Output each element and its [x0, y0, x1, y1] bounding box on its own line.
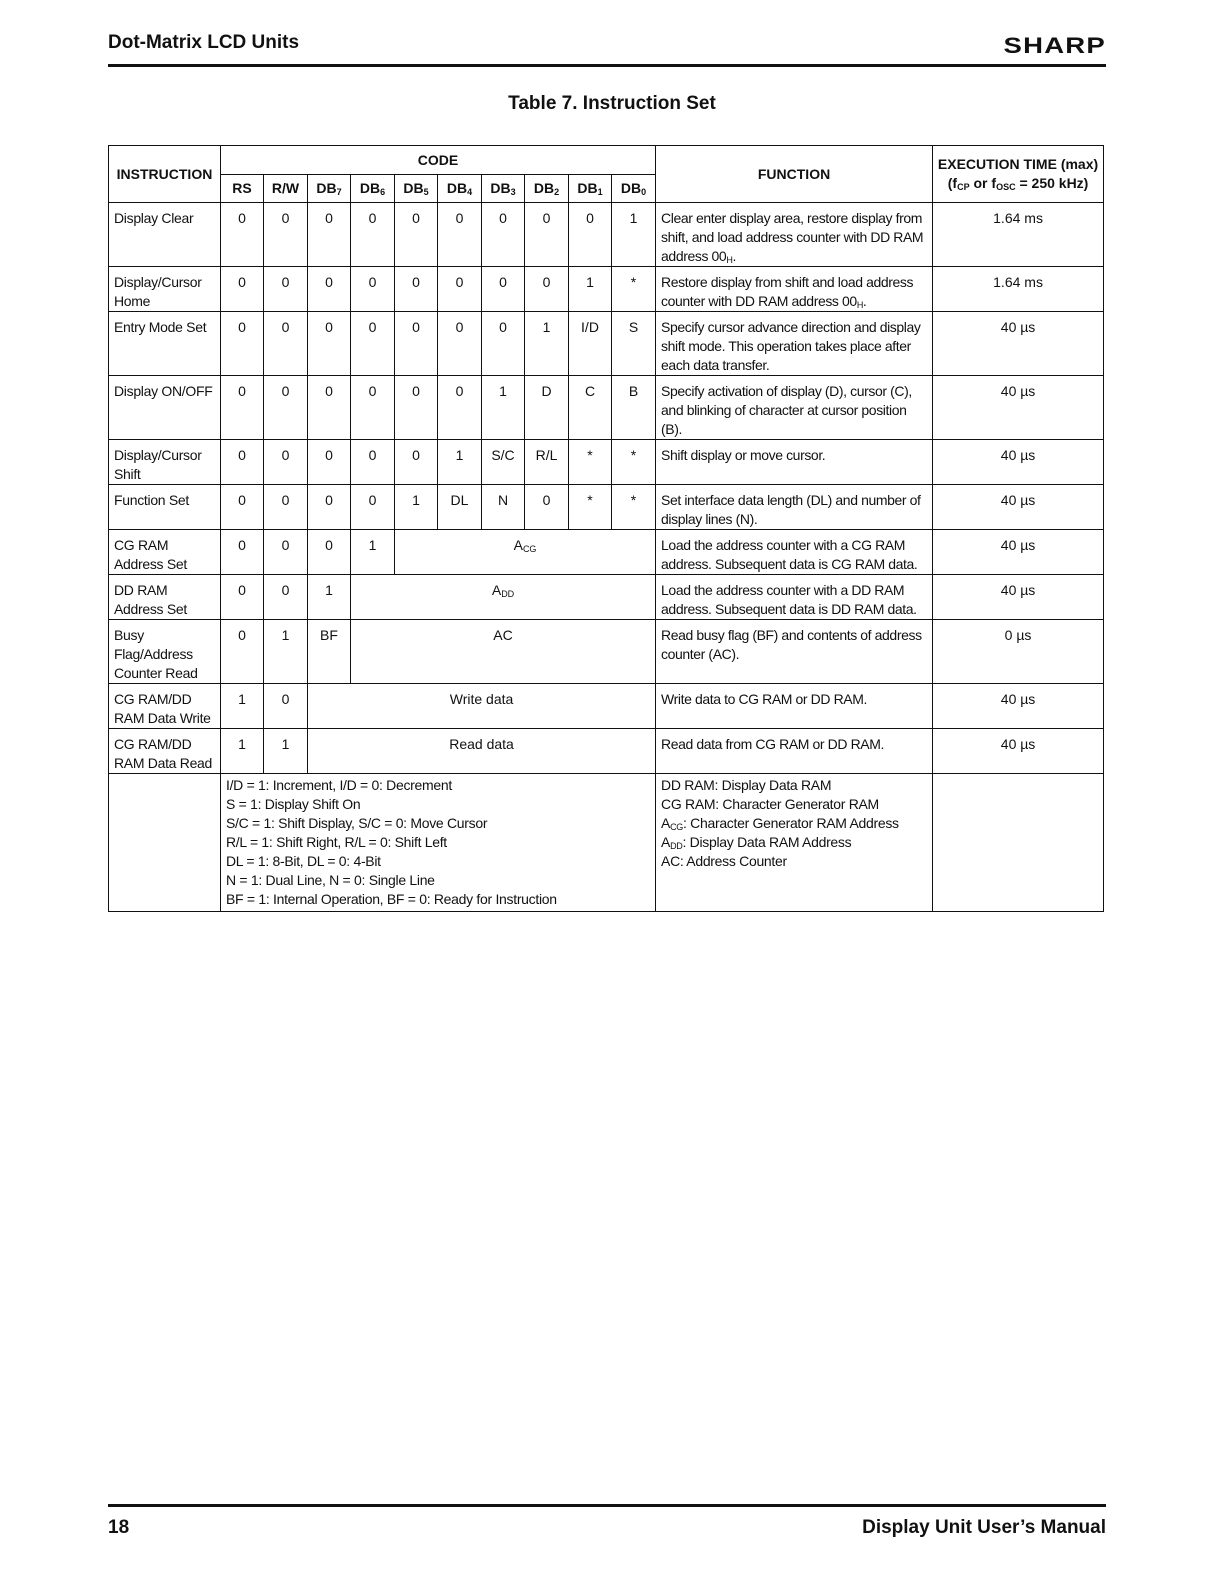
- instruction-name: CG RAM/DD RAM Data Write: [109, 684, 221, 729]
- code-value: 0: [308, 376, 351, 440]
- code-value: 0: [351, 440, 395, 485]
- code-value: 0: [221, 376, 264, 440]
- instruction-set-table: [108, 145, 1104, 912]
- code-col-header: $DB_7$: [308, 175, 351, 203]
- code-value: 0: [264, 485, 308, 530]
- execution-time: 40 µs: [933, 530, 1104, 575]
- abbreviation-line: $A_{CG}$: Character Generator RAM Address: [661, 815, 899, 832]
- code-value: 0: [308, 485, 351, 530]
- code-value: 1: [395, 485, 438, 530]
- code-value: 1: [264, 729, 308, 774]
- code-value: 0: [264, 575, 308, 620]
- code-value: 0: [221, 620, 264, 684]
- header-title: Dot-Matrix LCD Units: [108, 32, 300, 53]
- code-value: BF: [308, 620, 351, 684]
- code-value: 0: [264, 684, 308, 729]
- code-value: 1: [221, 729, 264, 774]
- code-col-header: $DB_1$: [569, 175, 612, 203]
- code-value: 0: [264, 203, 308, 267]
- function-description: Write data to CG RAM or DD RAM.: [656, 684, 933, 729]
- page-header: [108, 30, 1106, 67]
- code-value: 1: [351, 530, 395, 575]
- abbreviation-line: $A_{DD}$: Display Data RAM Address: [661, 834, 852, 851]
- code-value: DL: [438, 485, 482, 530]
- execution-time: 1.64 ms: [933, 267, 1104, 312]
- function-description: Load the address counter with a DD RAM address. Subsequent data is DD RAM data.: [656, 575, 933, 620]
- code-value: *: [569, 485, 612, 530]
- instruction-name: Busy Flag/Address Counter Read: [109, 620, 221, 684]
- abbreviation-line: DD RAM: Display Data RAM: [661, 777, 832, 793]
- table-row: [109, 203, 1104, 267]
- execution-time: 40 µs: [933, 376, 1104, 440]
- function-description: Read busy flag (BF) and contents of address counter (AC).: [656, 620, 933, 684]
- manual-title: Display Unit User’s Manual: [862, 1517, 1106, 1538]
- table-row: [109, 376, 1104, 440]
- code-value: 0: [221, 485, 264, 530]
- code-value: 0: [308, 312, 351, 376]
- function-description: Shift display or move cursor.: [656, 440, 933, 485]
- code-value: 0: [395, 376, 438, 440]
- code-value: 0: [351, 312, 395, 376]
- code-value: 0: [264, 440, 308, 485]
- code-col-header: RS: [221, 175, 264, 203]
- code-value: 0: [395, 267, 438, 312]
- table-row: [109, 729, 1104, 774]
- code-value: 0: [438, 203, 482, 267]
- code-value: 0: [525, 485, 569, 530]
- execution-time: 40 µs: [933, 575, 1104, 620]
- code-value: 1: [612, 203, 656, 267]
- code-value: 0: [482, 267, 525, 312]
- code-value: 0: [395, 203, 438, 267]
- execution-time: 40 µs: [933, 729, 1104, 774]
- code-col-header: $DB_6$: [351, 175, 395, 203]
- instruction-name: Display ON/OFF: [109, 376, 221, 440]
- code-value: 0: [525, 267, 569, 312]
- code-value: 0: [438, 267, 482, 312]
- code-span-value: Write data: [308, 684, 656, 729]
- code-value: 0: [351, 203, 395, 267]
- instruction-name: Display Clear: [109, 203, 221, 267]
- code-value: 1: [221, 684, 264, 729]
- legend-line: S = 1: Display Shift On: [226, 796, 361, 812]
- legend-line: BF = 1: Internal Operation, BF = 0: Ready for Instruction: [226, 891, 557, 907]
- execution-time: 40 µs: [933, 312, 1104, 376]
- code-value: 0: [525, 203, 569, 267]
- abbreviation-line: AC: Address Counter: [661, 853, 787, 869]
- legend-line: S/C = 1: Shift Display, S/C = 0: Move Cursor: [226, 815, 488, 831]
- code-col-header: $DB_3$: [482, 175, 525, 203]
- instruction-name: CG RAM Address Set: [109, 530, 221, 575]
- function-description: Specify activation of display (D), cursor (C), and blinking of character at cursor position (B).: [656, 376, 933, 440]
- code-value: 0: [264, 312, 308, 376]
- exec-time-line1: EXECUTION TIME (max): [937, 156, 1099, 172]
- function-description: Restore display from shift and load address counter with DD RAM address $00_H$.: [656, 267, 933, 312]
- code-col-header: $DB_4$: [438, 175, 482, 203]
- execution-time-header: [933, 146, 1104, 203]
- code-value: 0: [308, 267, 351, 312]
- code-value: 0: [221, 440, 264, 485]
- code-value: 0: [221, 267, 264, 312]
- instruction-name: DD RAM Address Set: [109, 575, 221, 620]
- legend-line: I/D = 1: Increment, I/D = 0: Decrement: [226, 777, 452, 793]
- instruction-header: INSTRUCTION: [109, 146, 221, 203]
- code-value: R/L: [525, 440, 569, 485]
- code-value: *: [612, 267, 656, 312]
- function-header: FUNCTION: [656, 146, 933, 203]
- code-value: 0: [438, 312, 482, 376]
- table-row: [109, 530, 1104, 575]
- table-row: [109, 684, 1104, 729]
- page-number: 18: [108, 1517, 130, 1538]
- notes-empty-cell: [109, 774, 221, 912]
- code-value: *: [612, 440, 656, 485]
- code-value: N: [482, 485, 525, 530]
- instruction-name: Display/Cursor Home: [109, 267, 221, 312]
- table-row: [109, 312, 1104, 376]
- instruction-name: CG RAM/DD RAM Data Read: [109, 729, 221, 774]
- code-value: 0: [482, 312, 525, 376]
- code-span-value: $A_{DD}$: [351, 575, 656, 620]
- code-value: 0: [308, 530, 351, 575]
- code-value: 1: [438, 440, 482, 485]
- execution-time: 40 µs: [933, 485, 1104, 530]
- function-description: Read data from CG RAM or DD RAM.: [656, 729, 933, 774]
- execution-time: 1.64 ms: [933, 203, 1104, 267]
- code-value: I/D: [569, 312, 612, 376]
- code-value: *: [612, 485, 656, 530]
- instruction-name: Function Set: [109, 485, 221, 530]
- code-value: 0: [351, 485, 395, 530]
- table-row: [109, 575, 1104, 620]
- table-row: [109, 620, 1104, 684]
- code-value: 0: [264, 530, 308, 575]
- notes-empty-cell: [933, 774, 1104, 912]
- code-value: 0: [221, 203, 264, 267]
- function-description: Specify cursor advance direction and display shift mode. This operation takes place after each data transfer.: [656, 312, 933, 376]
- code-value: 0: [569, 203, 612, 267]
- table-row: [109, 440, 1104, 485]
- function-description: Load the address counter with a CG RAM address. Subsequent data is CG RAM data.: [656, 530, 933, 575]
- function-description: Set interface data length (DL) and number of display lines (N).: [656, 485, 933, 530]
- code-col-header: $DB_5$: [395, 175, 438, 203]
- code-value: B: [612, 376, 656, 440]
- code-value: 0: [438, 376, 482, 440]
- code-header: CODE: [221, 146, 656, 175]
- code-value: 0: [264, 376, 308, 440]
- code-value: *: [569, 440, 612, 485]
- instruction-name: Entry Mode Set: [109, 312, 221, 376]
- legend-line: DL = 1: 8-Bit, DL = 0: 4-Bit: [226, 853, 381, 869]
- code-value: 0: [264, 267, 308, 312]
- abbreviations-legend: [656, 774, 933, 912]
- code-value: S/C: [482, 440, 525, 485]
- code-span-value: $A_{CG}$: [395, 530, 656, 575]
- code-value: 1: [482, 376, 525, 440]
- exec-time-line2: ($f_{CP}$ or $f_{OSC} = 250$ kHz): [947, 175, 1089, 192]
- code-value: 1: [308, 575, 351, 620]
- code-col-header: $DB_2$: [525, 175, 569, 203]
- legend-line: N = 1: Dual Line, N = 0: Single Line: [226, 872, 435, 888]
- code-value: 0: [395, 312, 438, 376]
- code-value: 1: [569, 267, 612, 312]
- code-value: 0: [221, 312, 264, 376]
- function-description: Clear enter display area, restore display from shift, and load address counter with DD RAM address $00_H$.: [656, 203, 933, 267]
- execution-time: 0 µs: [933, 620, 1104, 684]
- execution-time: 40 µs: [933, 684, 1104, 729]
- table-title: Table 7. Instruction Set: [508, 93, 716, 114]
- instruction-name: Display/Cursor Shift: [109, 440, 221, 485]
- code-value: C: [569, 376, 612, 440]
- code-col-header: $DB_0$: [612, 175, 656, 203]
- table-row: [109, 485, 1104, 530]
- code-value: 0: [351, 376, 395, 440]
- notes-row: [109, 774, 1104, 912]
- code-span-value: Read data: [308, 729, 656, 774]
- code-value: 0: [308, 203, 351, 267]
- abbreviation-line: CG RAM: Character Generator RAM: [661, 796, 879, 812]
- notes-legend: [221, 774, 656, 912]
- code-value: 0: [351, 267, 395, 312]
- code-value: S: [612, 312, 656, 376]
- page-footer: [108, 1504, 1106, 1538]
- code-value: 0: [482, 203, 525, 267]
- code-value: 0: [308, 440, 351, 485]
- code-value: 0: [395, 440, 438, 485]
- table-row: [109, 267, 1104, 312]
- execution-time: 40 µs: [933, 440, 1104, 485]
- code-span-value: AC: [351, 620, 656, 684]
- code-value: 1: [264, 620, 308, 684]
- sharp-logo: SHARP: [1003, 33, 1106, 58]
- code-value: 0: [221, 575, 264, 620]
- code-value: D: [525, 376, 569, 440]
- code-col-header: R/W: [264, 175, 308, 203]
- legend-line: R/L = 1: Shift Right, R/L = 0: Shift Left: [226, 834, 447, 850]
- code-value: 0: [221, 530, 264, 575]
- code-value: 1: [525, 312, 569, 376]
